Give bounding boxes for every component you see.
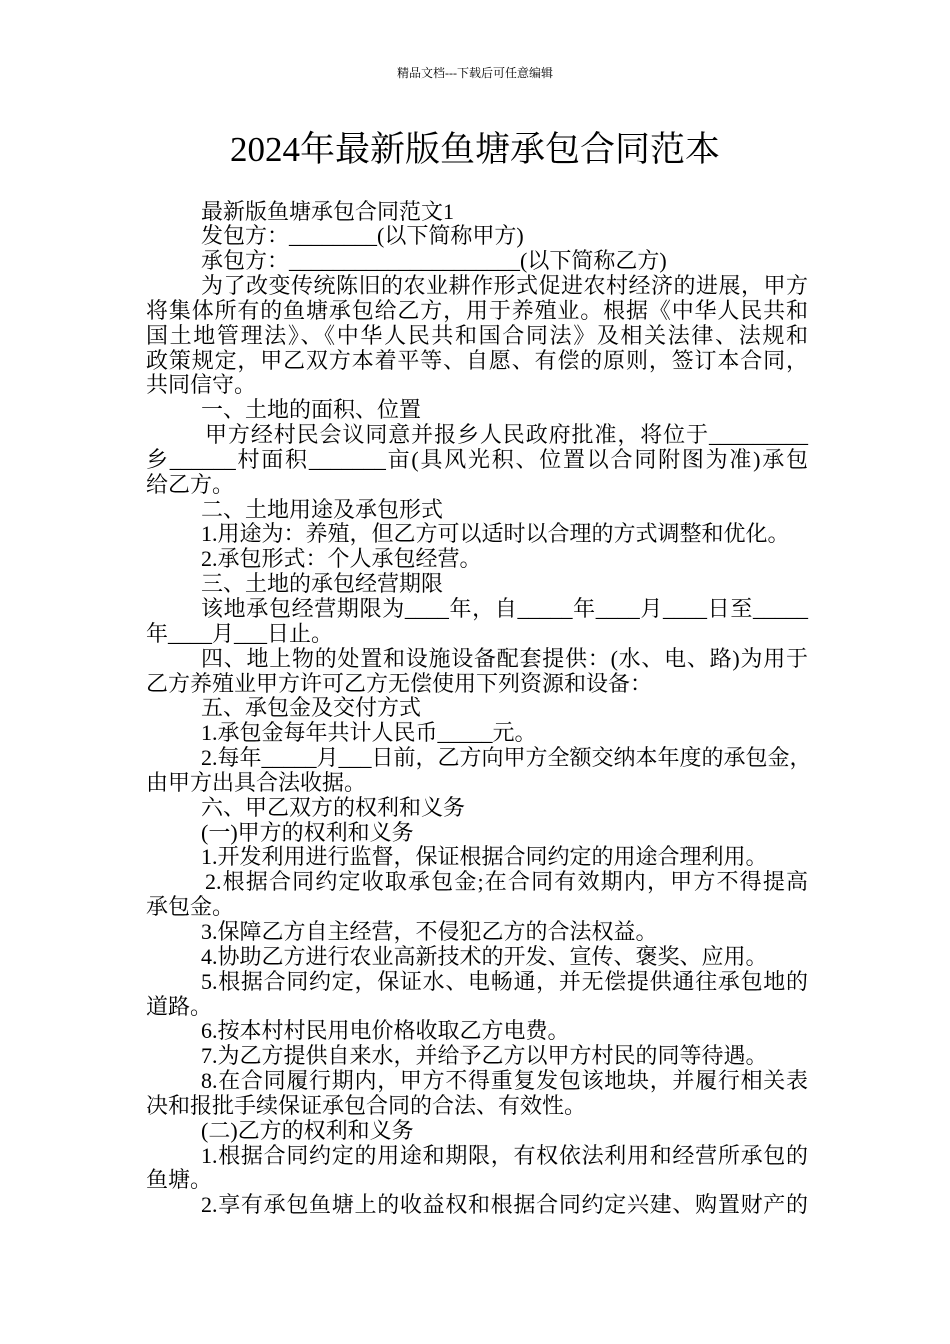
clause-item: 5.根据合同约定，保证水、电畅通，并无偿提供通往承包地的 <box>201 968 808 994</box>
clause-item: 8.在合同履行期内，甲方不得重复发包该地块，并履行相关表 <box>201 1068 808 1094</box>
clause-item: 1.承包金每年共计人民币_____元。 <box>201 720 537 746</box>
party-a-line: 发包方：________(以下简称甲方) <box>201 223 524 249</box>
document-title: 2024年最新版鱼塘承包合同范本 <box>229 130 720 169</box>
clause-item: 6.按本村村民用电价格收取乙方电费。 <box>201 1018 570 1044</box>
clause-item: 4.协助乙方进行农业高新技术的开发、宣传、褒奖、应用。 <box>201 943 768 969</box>
preamble-line: 共同信守。 <box>146 372 257 398</box>
clause-item: 7.为乙方提供自来水，并给予乙方以甲方村民的同等待遇。 <box>201 1043 768 1069</box>
section-heading: 六、甲乙双方的权利和义务 <box>201 794 466 820</box>
clause-item: 承包金。 <box>146 894 235 920</box>
section-heading: 三、土地的承包经营期限 <box>201 571 444 597</box>
subsection-heading: (一)甲方的权利和义务 <box>201 819 414 845</box>
preamble-line: 为了改变传统陈旧的农业耕作形式促进农村经济的进展，甲方 <box>201 273 808 299</box>
party-b-line: 承包方：_____________________(以下简称乙方) <box>201 248 667 274</box>
section-heading: 一、土地的面积、位置 <box>201 397 422 423</box>
clause-item: 2.根据合同约定收取承包金;在合同有效期内，甲方不得提高 <box>205 869 808 895</box>
clause-line: 乡______村面积_______亩(具风光积、位置以合同附图为准)承包 <box>146 446 808 472</box>
subsection-heading: (二)乙方的权利和义务 <box>201 1117 414 1143</box>
clause-item: 2.承包形式：个人承包经营。 <box>201 546 482 572</box>
clause-item: 1.用途为：养殖，但乙方可以适时以合理的方式调整和优化。 <box>201 521 790 547</box>
clause-item: 鱼塘。 <box>146 1167 213 1193</box>
clause-item: 决和报批手续保证承包合同的合法、有效性。 <box>146 1092 587 1118</box>
clause-item: 1.根据合同约定的用途和期限，有权依法利用和经营所承包的 <box>201 1142 808 1168</box>
clause-line: 甲方经村民会议同意并报乡人民政府批准，将位于_________ <box>205 422 808 448</box>
preamble-line: 政策规定，甲乙双方本着平等、自愿、有偿的原则，签订本合同， <box>146 347 808 373</box>
clause-item: 1.开发利用进行监督，保证根据合同约定的用途合理利用。 <box>201 844 768 870</box>
clause-item: 2.享有承包鱼塘上的收益权和根据合同约定兴建、购置财产的 <box>201 1192 808 1218</box>
preamble-line: 国土地管理法》、《中华人民共和国合同法》及相关法律、法规和 <box>146 322 808 348</box>
clause-line: 该地承包经营期限为____年，自_____年____月____日至_____ <box>201 596 808 621</box>
section-heading: 二、土地用途及承包形式 <box>201 496 444 522</box>
section-heading: 四、地上物的处置和设施设备配套提供：(水、电、路)为用于 <box>201 645 808 671</box>
clause-item: 由甲方出具合法收据。 <box>146 769 367 795</box>
clause-item: 道路。 <box>146 993 213 1019</box>
section-heading: 五、承包金及交付方式 <box>201 695 422 721</box>
section-heading: 乙方养殖业甲方许可乙方无偿使用下列资源和设备： <box>146 670 653 696</box>
clause-item: 2.每年_____月___日前，乙方向甲方全额交纳本年度的承包金， <box>201 745 812 771</box>
preamble-line: 将集体所有的鱼塘承包给乙方，用于养殖业。根据《中华人民共和 <box>146 297 808 323</box>
contract-body <box>146 198 812 1219</box>
clause-line: 年____月___日止。 <box>146 620 334 646</box>
clause-line: 给乙方。 <box>146 471 235 497</box>
header-note: 精品文档---下载后可任意编辑 <box>397 66 553 80</box>
clause-item: 3.保障乙方自主经营，不侵犯乙方的合法权益。 <box>201 918 658 944</box>
subtitle-line: 最新版鱼塘承包合同范文1 <box>201 198 455 224</box>
